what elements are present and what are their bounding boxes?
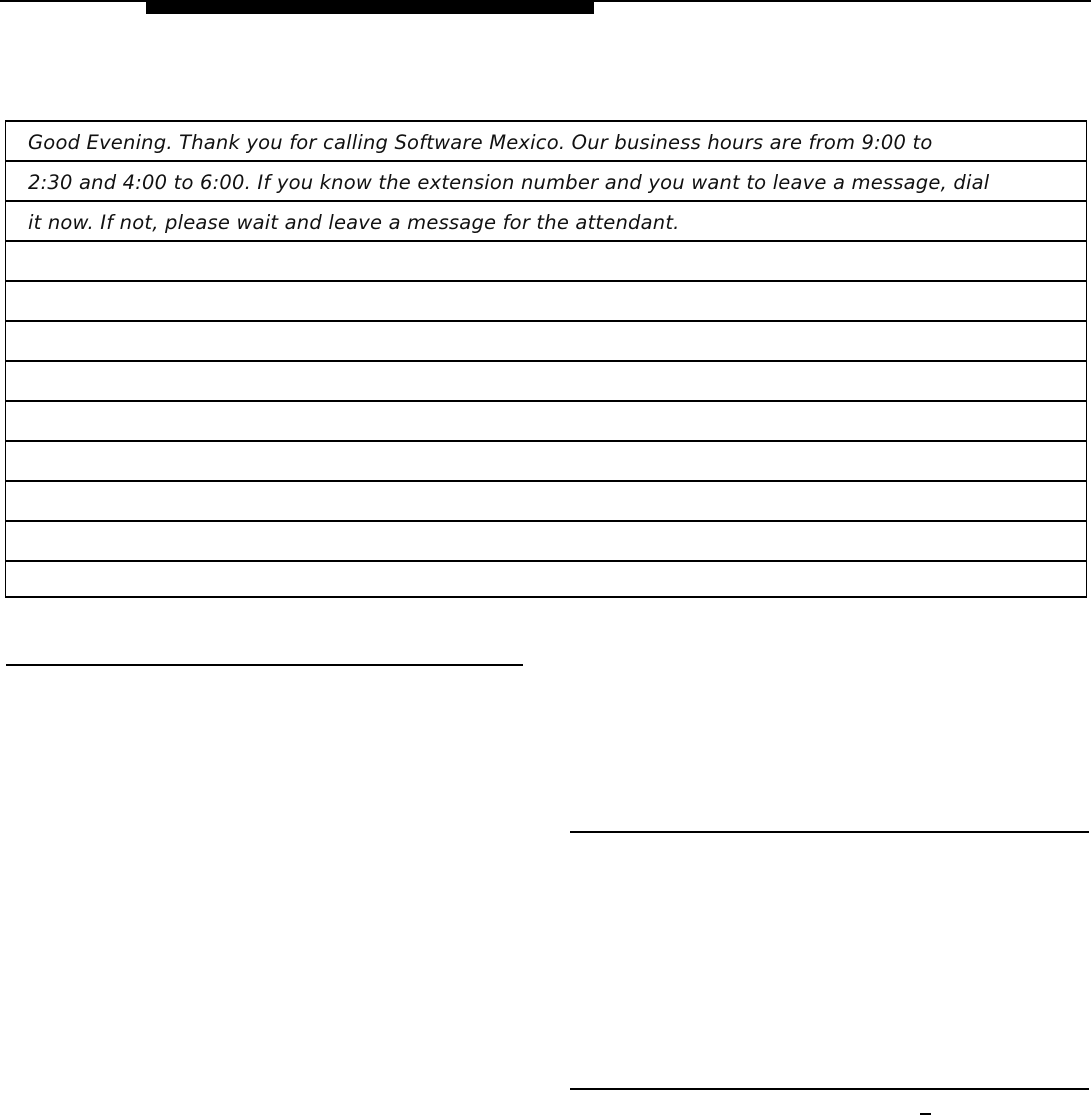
script-line-12 xyxy=(6,562,1086,596)
script-line-11 xyxy=(6,522,1086,562)
script-line-6 xyxy=(6,322,1086,362)
page-footer-mark xyxy=(920,1113,931,1115)
script-line-8 xyxy=(6,402,1086,442)
script-line-3 xyxy=(6,202,1086,242)
script-line-4 xyxy=(6,242,1086,282)
script-line-text: 2:30 and 4:00 to 6:00. If you know the extension number and you want to leave a message, dial xyxy=(28,171,990,194)
script-line-2 xyxy=(6,162,1086,202)
script-line-5 xyxy=(6,282,1086,322)
script-line-10 xyxy=(6,482,1086,522)
script-line-1 xyxy=(6,122,1086,162)
script-line-text: Good Evening. Thank you for calling Software Mexico. Our business hours are from 9:00 to xyxy=(28,131,933,154)
signature-line-left xyxy=(6,664,523,666)
announcement-script-box xyxy=(5,120,1087,598)
script-line-9 xyxy=(6,442,1086,482)
signature-line-right-upper xyxy=(570,831,1089,833)
signature-line-right-lower xyxy=(570,1088,1089,1090)
header-tab-bar xyxy=(146,0,594,14)
script-line-text: it now. If not, please wait and leave a message for the attendant. xyxy=(28,211,680,234)
script-line-7 xyxy=(6,362,1086,402)
